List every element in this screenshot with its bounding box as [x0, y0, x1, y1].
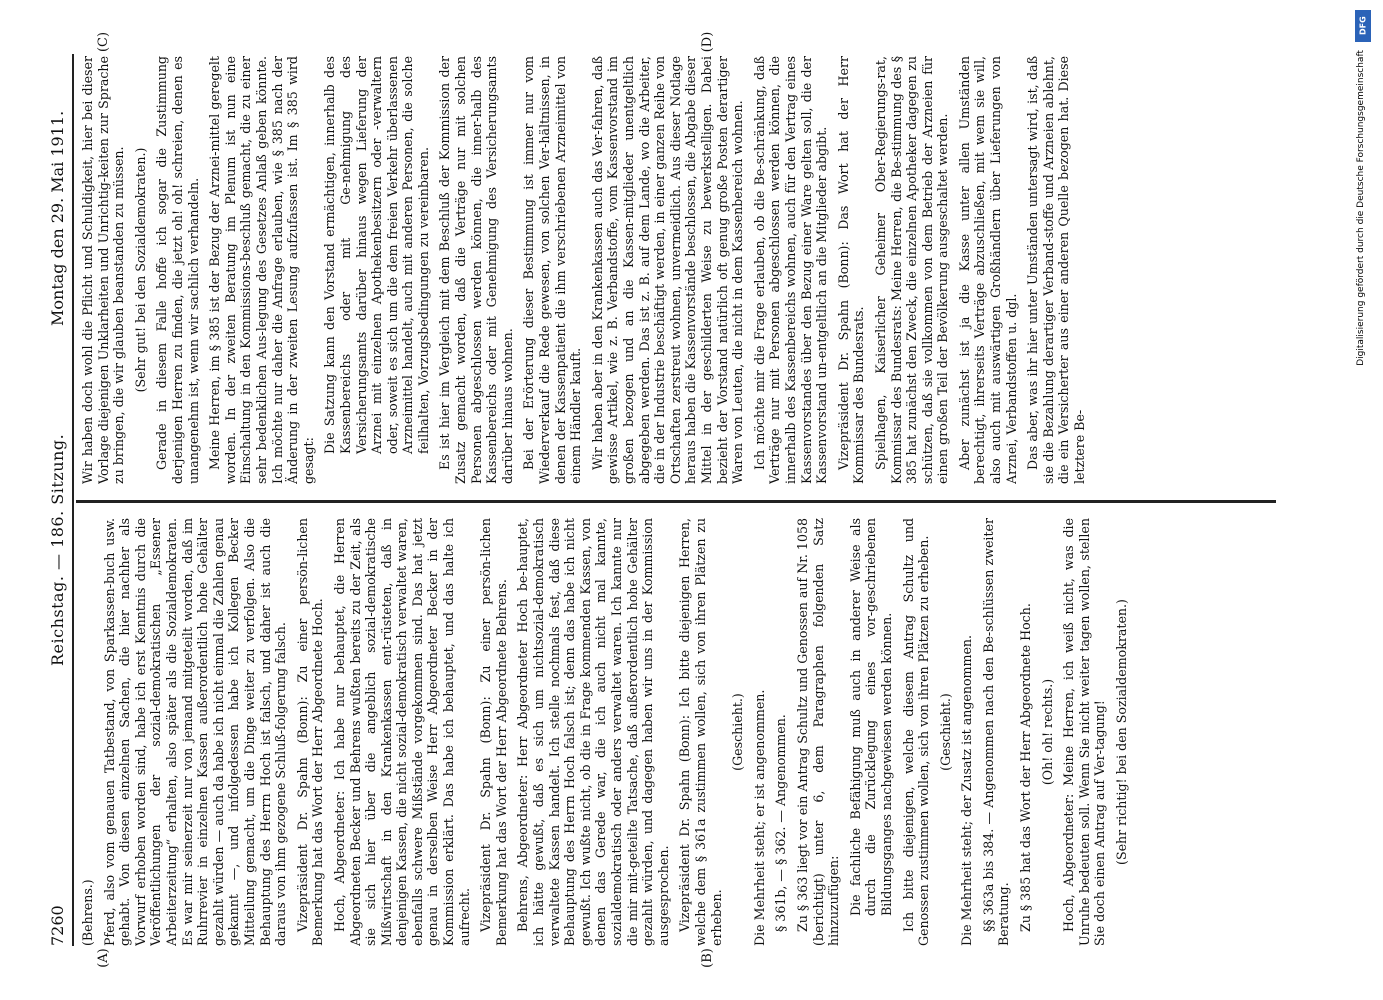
- paragraph: (Oh! oh! rechts.): [1039, 678, 1055, 786]
- paragraph: Vizepräsident Dr. Spahn (Bonn): Das Wort hat der Herr Kommissar des Bundesrats.: [835, 56, 867, 484]
- margin-marker-c: (C): [96, 31, 111, 53]
- digitization-credit: Digitalisierung gefördert durch die Deutsche Forschungsgemeinschaft: [1356, 50, 1366, 366]
- dfg-logo: DFG: [1355, 10, 1371, 42]
- paragraph: Es ist hier im Vergleich mit dem Beschluß der Kommission der Zusatz gemacht worden, daß die Verträge nur mit solchen Personen abgeschlossen werden können, die inner-halb des Kassenbereichs oder mit Genehmigung des Versicherungsamts darüber hinaus wohnen.: [437, 56, 515, 484]
- paragraph: Meine Herren, im § 385 ist der Bezug der Arznei-mittel geregelt worden. In der zweiten Beratung im Plenum ist nun eine Einschaltung in den Kommissions-beschluß gemacht, die zu einer sehr bedenklichen Aus-legung des Gesetzes Anlaß geben könnte. Ich möchte nur daher die Anfrage erlauben, wie § 385 nach der Änderung in der zweiten Lesung aufzufassen ist. Im § 385 wird gesagt:: [207, 56, 316, 484]
- paragraph: (Geschieht.): [730, 693, 746, 771]
- paragraph: Ich möchte mir die Frage erlauben, ob die Be-schränkung, daß Verträge nur mit Personen abgeschlossen werden können, die innerhalb des Kassenbereichs wohnen, auch für den Vertrag eines Kassenvorstandes über den Bezug einer Ware gelten soll, die der Kassenvorstand un-entgeltlich an die Mitglieder abgibt.: [751, 56, 830, 484]
- paragraph: Pferd, also vom genauen Tatbestand, von Sparkassen-buch usw. gehabt. Von diesen einzelnen Sachen, die hier nachher als Vorwurf erhoben worden sind, habe ich erst Kenntnis durch die Veröffentlichungen der sozial-demokratischen „Essener Arbeiterzeitung“ erhalten, also später als die Sozialdemokraten. Es war mir seinerzeit nur von jemand mitgeteilt worden, daß im Ruhrrevier in einzelnen Kassen außerordentlich hohe Gehälter gezahlt würden — auch da habe ich nicht einmal die Zahlen genau gekannt —, und infolgedessen habe ich Kollegen Becker Mitteilung gemacht, um die Dinge weiter zu verfolgen. Also die Behauptung des Herrn Hoch ist falsch, und daher ist auch die daraus von ihm gezogene Schluß-folgerung falsch.: [101, 518, 289, 946]
- paragraph: Vizepräsident Dr. Spahn (Bonn): Zu einer persön-lichen Bemerkung hat das Wort der Herr Abgeordnete Behrens.: [478, 518, 509, 946]
- session-title: Reichstag. — 186. Sitzung.: [48, 433, 67, 666]
- paragraph: Die Mehrheit steht; der Zusatz ist angenommen.: [959, 634, 975, 946]
- left-column: [80, 518, 1290, 946]
- paragraph: (Geschieht.): [937, 693, 953, 771]
- paragraph: Aber zunächst ist ja die Kasse unter allen Umständen berechtigt, ihrerseits Verträge abzuschließen, mit wem sie will, also auch mit auswärtigen Großhändlern über Lieferungen von Arznei, Verbandstoffen u. dgl.: [956, 56, 1019, 484]
- paragraph: Spielhagen, Kaiserlicher Geheimer Ober-Regierungs-rat, Kommissar des Bundesrats: Meine Herren, die Be-stimmung des § 385 hat zunächst den Zweck, die einzelnen Apotheker dagegen zu schützen, daß sie vollkommen von dem Betrieb der Arzneien für einen großen Teil der Bevölkerung ausgeschaltet werden.: [872, 56, 951, 484]
- paragraph: Bei der Erörterung dieser Bestimmung ist immer nur vom Wiederverkauf die Rede gewesen, von solchen Ver-hältnissen, in denen der Kassenpatient die ihm verschriebenen Arzneimittel von einem Händler kauft.: [521, 56, 584, 484]
- paragraph: Gerade in diesem Falle hoffe ich sogar die Zustimmung derjenigen Herren zu finden, die jetzt oh! oh! schreien, denen es unangenehm ist, wenn wir sachlich verhandeln.: [154, 56, 201, 484]
- margin-marker-a: (A): [96, 948, 111, 968]
- paragraph: Vizepräsident Dr. Spahn (Bonn): Zu einer persön-lichen Bemerkung hat das Wort der Herr Abgeordnete Hoch.: [294, 518, 326, 946]
- running-header: [46, 54, 70, 946]
- paragraph: (Sehr gut! bei den Sozialdemokraten.): [132, 147, 148, 393]
- right-column: [80, 56, 1290, 484]
- paragraph: Wir haben aber in den Krankenkassen auch das Ver-fahren, daß gewisse Artikel, wie z. B. Verbandstoffe, vom Kassenvorstand im großen bezogen und an die Kassen-mitglieder unentgeltlich abgegeben werden. Das ist z. B. auf dem Lande, wo die Arbeiter, die in der Industrie beschäftigt werden, in einer ganzen Reihe von Ortschaften zerstreut wohnen, unvermeidlich. Aus dieser Notlage heraus haben die Kassenvorstände beschlossen, die Abgabe dieser Mittel in der geschilderten Weise zu bewerkstelligen. Dabei bezieht der Vorstand natürlich oft genug große Posten derartiger Waren von Leuten, die nicht in dem Kassenbereich wohnen.: [589, 56, 746, 484]
- paragraph: (Behrens.): [80, 879, 95, 946]
- margin-marker-b: (B): [700, 948, 715, 968]
- paragraph: § 361b, — § 362. — Angenommen.: [773, 714, 789, 932]
- paragraph: Die fachliche Befähigung muß auch in anderer Weise als durch die Zurücklegung eines vor-geschriebenen Bildungsganges nachgewiesen werden können.: [847, 518, 894, 916]
- column-divider: [76, 500, 1276, 503]
- session-date: Montag den 29. Mai 1911.: [48, 110, 67, 326]
- margin-marker-d: (D): [700, 31, 715, 53]
- page-number: 7260: [48, 905, 67, 946]
- paragraph: Das aber, was ihr hier unter Umständen untersagt wird, ist, daß sie die Bezahlung derartiger Verband-stoffe und Arzneien ablehnt, die ein Versicherter aus einer anderen Quelle bezogen hat. Diese letztere Be-: [1025, 56, 1088, 484]
- paragraph: Die Satzung kann den Vorstand ermächtigen, innerhalb des Kassenbereichs oder mit Ge-nehmigung des Versicherungsamts darüber hinaus wegen Lieferung der Arznei mit einzelnen Apothekenbesitzern oder -verwaltern oder, soweit es sich um die dem freien Verkehr überlassenen Arzneimittel handelt, auch mit anderen Personen, die solche feilhalten, Vorzugsbedingungen zu vereinbaren.: [322, 56, 431, 454]
- paragraph: Wir haben doch wohl die Pflicht und Schuldigkeit, hier bei dieser Vorlage diejenigen Unklarheiten und Unrichtig-keiten zur Sprache zu bringen, die wir glauben beanstanden zu müssen.: [80, 56, 127, 484]
- header-rule: [72, 54, 74, 946]
- paragraph: Ich bitte diejenigen, welche diesem Antrag Schultz und Genossen zustimmen wollen, sich von ihren Plätzen zu erheben.: [900, 518, 932, 946]
- paragraph: §§ 363a bis 384. — Angenommen nach den Be-schlüssen zweiter Beratung.: [980, 518, 1012, 946]
- digitization-stamp: [1352, 10, 1374, 990]
- paragraph: Hoch, Abgeordneter: Ich habe nur behauptet, die Herren Abgeordneten Becker und Behrens wußten bereits zu der Zeit, als sie sich hier über die angeblich sozial-demokratische Mißwirtschaft in den Krankenkassen ent-rüsteten, daß in denjenigen Kassen, die nicht sozial-demokratisch verwaltet waren, ebenfalls schwere Mißstände vorgekommen sind. Das hat jetzt genau in derselben Weise Herr Abgeordneter Becker in der Kommission erklärt. Das habe ich behauptet, und das halte ich aufrecht.: [331, 518, 472, 946]
- paragraph: Hoch, Abgeordneter: Meine Herren, ich weiß nicht, was die Unruhe bedeuten soll. Wenn Sie nicht weiter tagen wollen, stellen Sie doch einen Antrag auf Ver-tagung!: [1061, 518, 1108, 946]
- paragraph: Zu § 385 hat das Wort der Herr Abgeordnete Hoch.: [1018, 603, 1034, 932]
- paragraph: Die Mehrheit steht; er ist angenommen.: [751, 689, 767, 946]
- paragraph: Zu § 363 liegt vor ein Antrag Schultz und Genossen auf Nr. 1058 (berichtigt) unter 6, dem Paragraphen folgenden Satz hinzuzufügen:: [794, 518, 842, 946]
- paragraph: Vizepräsident Dr. Spahn (Bonn): Ich bitte diejenigen Herren, welche dem § 361a zustimmen wollen, sich von ihren Plätzen zu erheben.: [677, 518, 724, 946]
- paragraph: Behrens, Abgeordneter: Herr Abgeordneter Hoch be-hauptet, ich hätte gewußt, daß es sich um nichtsozial-demokratisch verwaltete Kassen handelt. Ich stelle nochmals fest, daß diese Behauptung des Herrn Hoch falsch ist; denn das habe ich nicht gewußt. Ich wußte nicht, ob die in Frage kommenden Kassen, von denen das Gerede war, die ich auch nicht mal kannte, sozialdemokratisch oder anders verwaltet waren. Ich kannte nur die mir mit-geteilte Tatsache, daß außerordentlich hohe Gehälter gezahlt würden, und dagegen haben wir uns in der Kommission ausgesprochen.: [515, 518, 671, 946]
- paragraph: (Sehr richtig! bei den Sozialdemokraten.): [1114, 599, 1130, 865]
